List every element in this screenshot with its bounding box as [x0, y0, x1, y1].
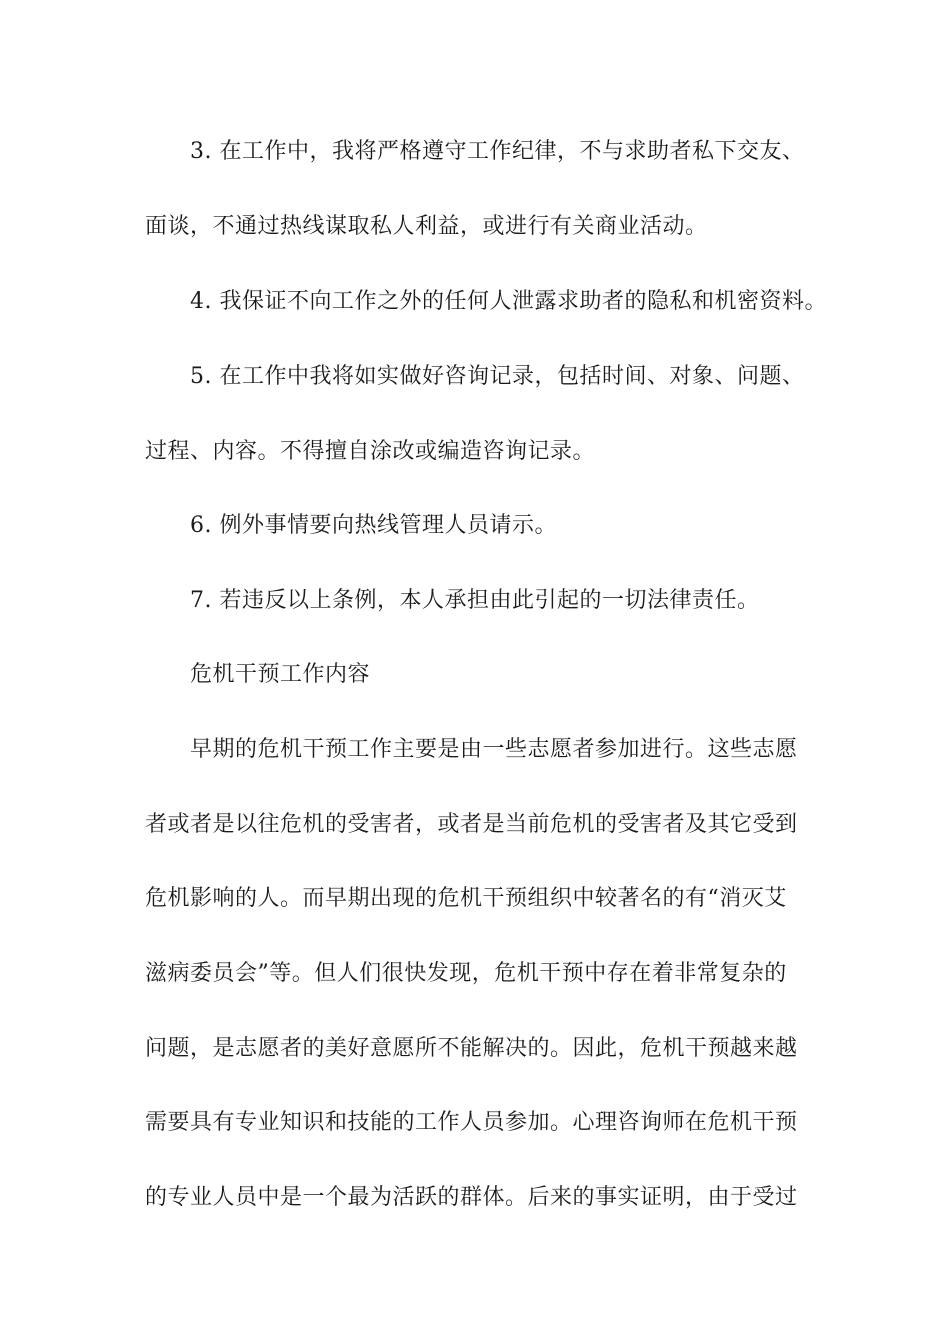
item-5-line-2: 过程、内容。不得擅自涂改或编造咨询记录。	[145, 439, 596, 464]
item-3-line-1: 3. 在工作中，我将严格遵守工作纪律，不与求助者私下交友、	[190, 139, 805, 164]
paragraph-line-4: 滋病委员会”等。但人们很快发现，危机干预中存在着非常复杂的	[145, 961, 787, 986]
paragraph-line-6: 需要具有专业知识和技能的工作人员参加。心理咨询师在危机干预	[145, 1110, 798, 1135]
item-3-line-2: 面谈，不通过热线谋取私人利益，或进行有关商业活动。	[145, 214, 708, 239]
item-5-line-1: 5. 在工作中我将如实做好咨询记录，包括时间、对象、问题、	[190, 364, 805, 389]
paragraph-line-3: 危机影响的人。而早期出现的危机干预组织中较著名的有“消灭艾	[145, 886, 787, 911]
item-4-line-1: 4. 我保证不向工作之外的任何人泄露求助者的隐私和机密资料。	[190, 289, 827, 314]
paragraph-line-1: 早期的危机干预工作主要是由一些志愿者参加进行。这些志愿	[190, 737, 798, 762]
item-6-line-1: 6. 例外事情要向热线管理人员请示。	[190, 513, 557, 538]
section-heading: 危机干预工作内容	[190, 662, 371, 687]
paragraph-line-7: 的专业人员中是一个最为活跃的群体。后来的事实证明，由于受过	[145, 1185, 798, 1210]
item-7-line-1: 7. 若违反以上条例，本人承担由此引起的一切法律责任。	[190, 588, 760, 613]
paragraph-line-2: 者或者是以往危机的受害者，或者是当前危机的受害者及其它受到	[145, 812, 798, 837]
paragraph-line-5: 问题，是志愿者的美好意愿所不能解决的。因此，危机干预越来越	[145, 1036, 798, 1061]
